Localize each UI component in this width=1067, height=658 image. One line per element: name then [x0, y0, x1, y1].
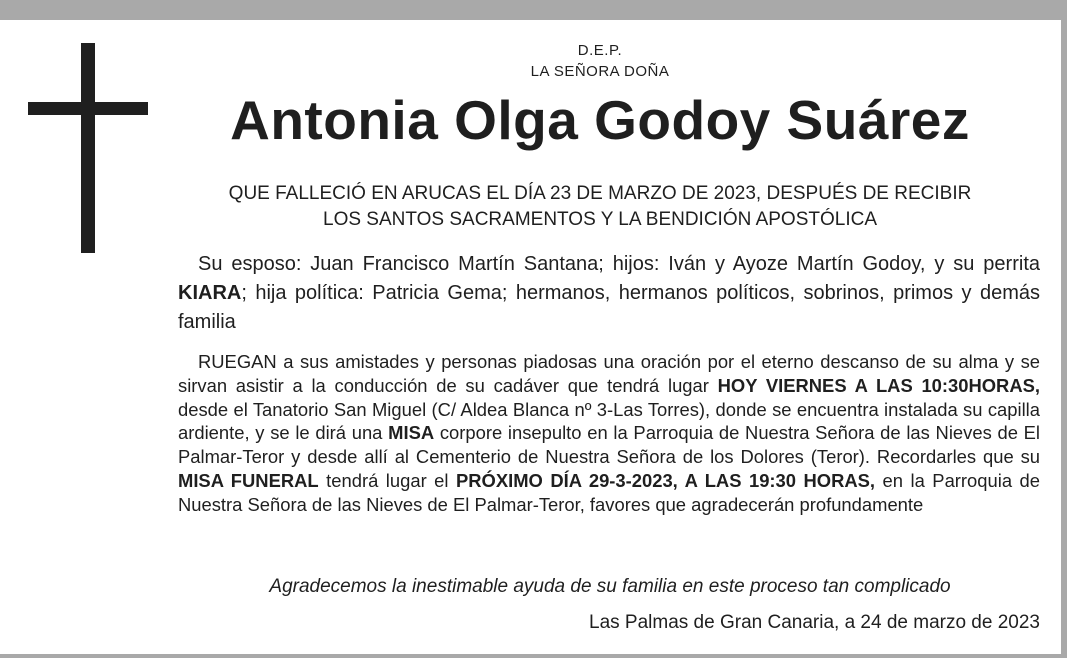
family-text-1: Su esposo: Juan Francisco Martín Santana; hijos: Iván y Ayoze Martín Godoy, y su perrita: [198, 253, 1040, 275]
request-bold-next-date: PRÓXIMO DÍA 29-3-2023, A LAS 19:30 HORAS,: [456, 469, 876, 491]
passing-notice: [160, 181, 1040, 233]
request-text-2: desde el Tanatorio San Miguel (C/ Aldea Blanca nº 3-Las Torres), donde se encuentra instalada su capilla ardiente, y se le dirá una: [178, 398, 1040, 444]
cross-horizontal-bar: [28, 102, 148, 115]
request-paragraph: [178, 350, 1040, 517]
passing-line-1: QUE FALLECIÓ EN ARUCAS EL DÍA 23 DE MARZO DE 2023, DESPUÉS DE RECIBIR: [228, 183, 972, 204]
pet-name: KIARA: [178, 282, 242, 304]
frame-border-right: [1061, 0, 1067, 658]
frame-border-bottom: [0, 654, 1067, 658]
family-paragraph: [178, 250, 1040, 337]
family-text-2: ; hija política: Patricia Gema; hermanos, hermanos políticos, sobrinos, primos y demás familia: [178, 282, 1040, 333]
frame-border-top: [0, 0, 1067, 20]
request-bold-misa: MISA: [388, 422, 435, 444]
request-text-3: corpore insepulto en la Parroquia de Nuestra Señora de las Nieves de El Palmar-Teror y desde allí al Cementerio de Nuestra Señora de los Dolores (Teror). Recordarles que su: [178, 422, 1041, 468]
cross-icon: [28, 43, 148, 253]
cross-vertical-bar: [81, 43, 95, 253]
request-bold-time: HOY VIERNES A LAS 10:30HORAS,: [717, 374, 1040, 396]
request-text-4: tendrá lugar el: [318, 469, 456, 491]
passing-line-2: LOS SANTOS SACRAMENTOS Y LA BENDICIÓN APOSTÓLICA: [323, 209, 877, 230]
thanks-line: Agradecemos la inestimable ayuda de su familia en este proceso tan complicado: [269, 576, 951, 597]
place-and-date: Las Palmas de Gran Canaria, a 24 de marzo de 2023: [589, 612, 1040, 633]
deceased-name: Antonia Olga Godoy Suárez: [230, 89, 970, 151]
dep-label: D.E.P.: [577, 42, 623, 59]
request-text-5: en la Parroquia de Nuestra Señora de las Nieves de El Palmar-Teror, favores que agradecerán profundamente: [178, 469, 1041, 515]
request-text-1: RUEGAN a sus amistades y personas piadosas una oración por el eterno descanso de su alma y se sirvan asistir a la conducción de su cadáver que tendrá lugar: [178, 351, 1040, 396]
title-prefix: LA SEÑORA DOÑA: [530, 63, 670, 80]
request-bold-misa-funeral: MISA FUNERAL: [178, 469, 319, 491]
